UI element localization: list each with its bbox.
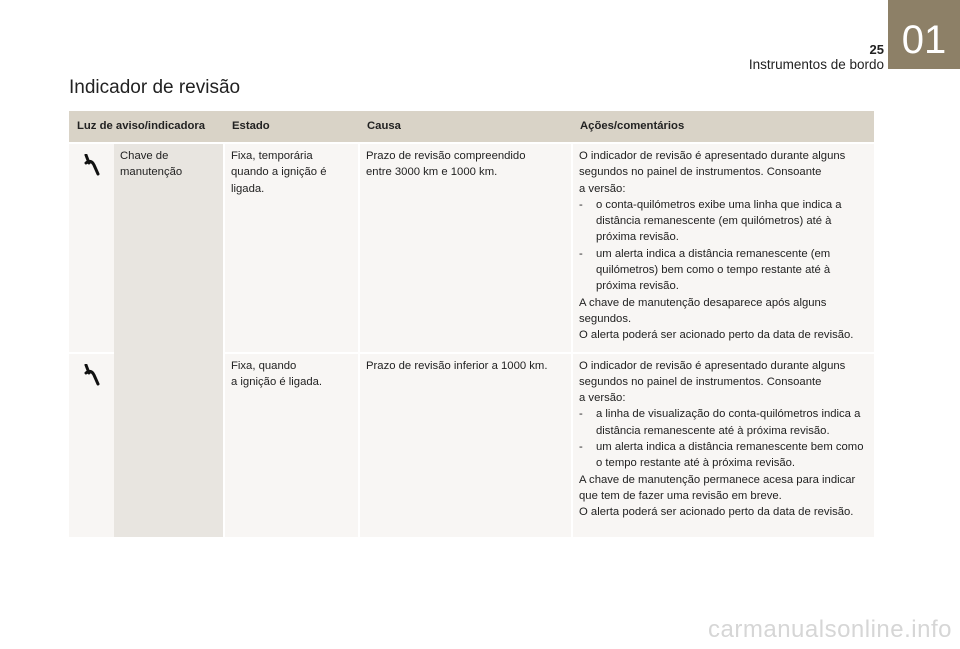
actions-intro: O indicador de revisão é apresentado durante alguns segundos no painel de instrumentos. Consoante a versão: — [579, 150, 846, 195]
column-header-cause: Causa — [359, 111, 572, 143]
list-item: - o conta-quilómetros exibe uma linha que indica a distância remanescente (em quilómetros) até à próxima revisão. — [579, 197, 868, 246]
wrench-icon — [83, 167, 101, 179]
chapter-tab — [888, 0, 960, 69]
column-header-actions: Ações/comentários — [572, 111, 874, 143]
service-indicator-table — [69, 111, 874, 537]
actions-outro: A chave de manutenção desaparece após alguns segundos. O alerta poderá ser acionado perto da data de revisão. — [579, 296, 854, 342]
watermark: carmanualsonline.info — [708, 616, 952, 643]
actions-cell — [572, 143, 874, 353]
wrench-icon — [83, 377, 101, 389]
actions-cell — [572, 353, 874, 537]
chapter-number: 01 — [901, 17, 947, 62]
column-header-lamp: Luz de aviso/indicadora — [69, 111, 224, 143]
list-item: - um alerta indica a distância remanescente (em quilómetros) bem como o tempo restante até à próxima revisão. — [579, 246, 868, 295]
cause-cell: Prazo de revisão inferior a 1000 km. — [359, 353, 572, 537]
table-header-row — [69, 111, 874, 143]
status-cell: Fixa, quando a ignição é ligada. — [224, 353, 359, 537]
actions-outro: A chave de manutenção permanece acesa para indicar que tem de fazer uma revisão em breve. O alerta poderá ser acionado perto da data de revisão. — [579, 473, 856, 519]
page-number: 25 — [869, 42, 884, 57]
list-item: - um alerta indica a distância remanescente bem como o tempo restante até à próxima revisão. — [579, 439, 868, 472]
column-header-status: Estado — [224, 111, 359, 143]
cause-cell: Prazo de revisão compreendido entre 3000 km e 1000 km. — [359, 143, 572, 353]
page-heading: Indicador de revisão — [69, 77, 241, 98]
section-title: Instrumentos de bordo — [748, 57, 884, 72]
actions-intro: O indicador de revisão é apresentado durante alguns segundos no painel de instrumentos. Consoante a versão: — [579, 359, 846, 405]
icon-cell — [69, 353, 114, 537]
list-item: - a linha de visualização do conta-quilómetros indica a distância remanescente até à próxima revisão. — [579, 406, 868, 439]
icon-cell — [69, 143, 114, 353]
actions-list — [579, 197, 868, 295]
status-cell: Fixa, temporária quando a ignição é ligada. — [224, 143, 359, 353]
table-row — [69, 143, 874, 353]
lamp-name: Chave de manutenção — [114, 143, 224, 537]
actions-list — [579, 406, 868, 471]
